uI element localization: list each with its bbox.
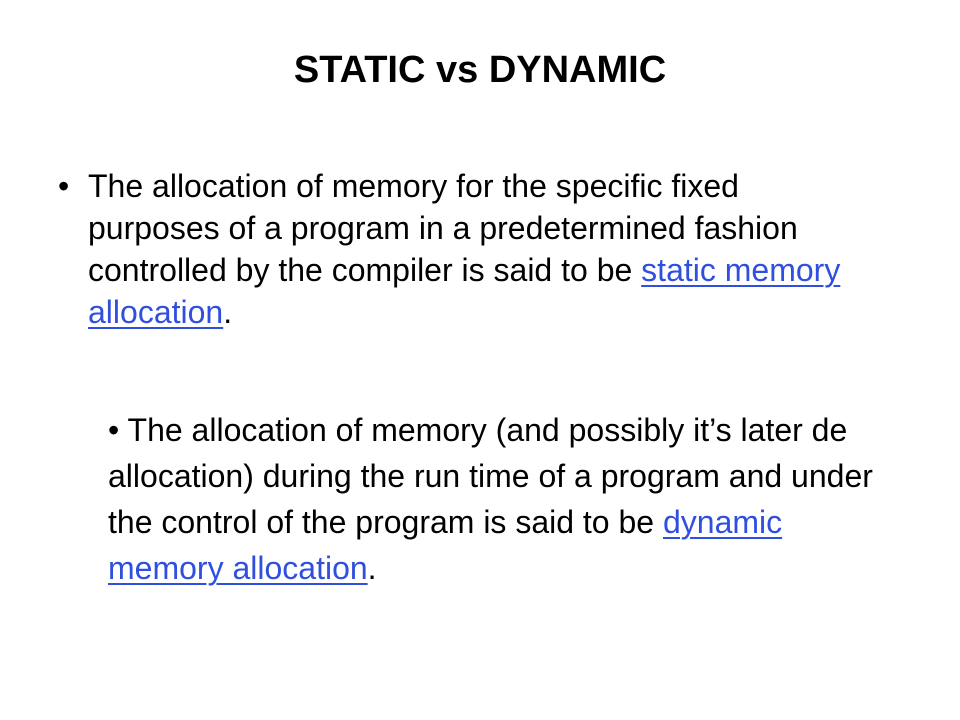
dynamic-memory-allocation-link[interactable]: dynamic memory allocation bbox=[108, 504, 783, 586]
static-definition-period: . bbox=[223, 294, 233, 330]
bullet-point-dynamic bbox=[108, 407, 878, 591]
bullet-point-static bbox=[58, 165, 878, 333]
dynamic-definition-body: The allocation of memory (and possibly it’s later de allocation) during the run time of a program and under the control of the program is said to be bbox=[108, 412, 873, 540]
bullet-icon: • bbox=[108, 412, 128, 448]
slide-title: STATIC vs DYNAMIC bbox=[293, 49, 667, 91]
static-definition-body: The allocation of memory for the specific fixed purposes of a program in a predetermined fashion controlled by the compiler is said to be bbox=[88, 168, 798, 288]
static-definition-text bbox=[88, 165, 878, 333]
static-memory-allocation-link[interactable]: static memory allocation bbox=[88, 252, 841, 330]
dynamic-definition-period: . bbox=[367, 550, 377, 586]
bullet-icon: • bbox=[58, 168, 70, 204]
